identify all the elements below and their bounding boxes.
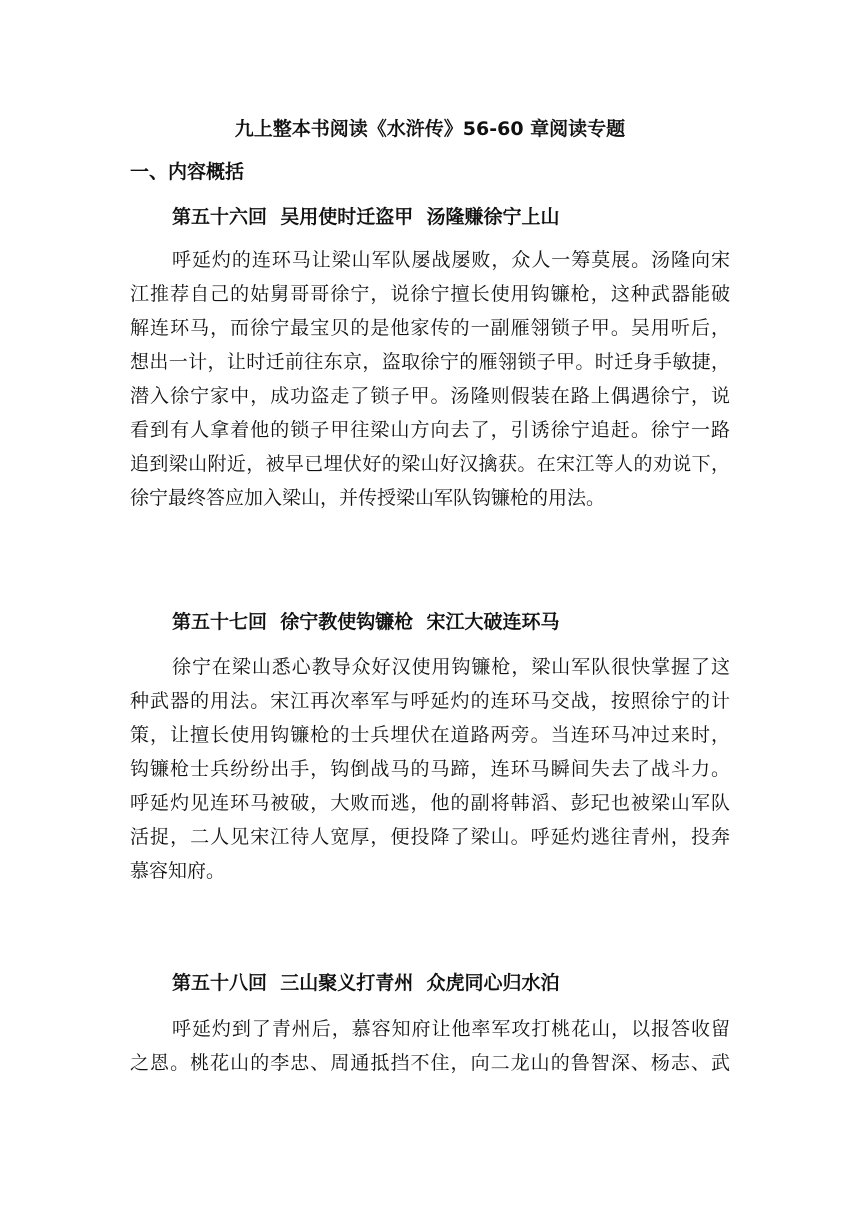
text-line: 呼延灼的连环马让梁山军队屡战屡败，众人一筹莫展。汤隆向宋	[172, 249, 730, 271]
chapter-heading-58: 第五十八回 三山聚义打青州 众虎同心归水泊	[172, 972, 560, 994]
text-line: 活捉，二人见宋江待人宽厚，便投降了梁山。呼延灼逃往青州，投奔	[130, 826, 730, 848]
text-line: 种武器的用法。宋江再次率军与呼延灼的连环马交战，按照徐宁的计	[130, 690, 730, 712]
chapter-58-paragraph	[130, 1012, 730, 1080]
text-line: 追到梁山附近，被早已埋伏好的梁山好汉擒获。在宋江等人的劝说下，	[130, 453, 730, 475]
text-line: 之恩。桃花山的李忠、周通抵挡不住，向二龙山的鲁智深、杨志、武	[130, 1052, 730, 1074]
chapter-heading-57: 第五十七回 徐宁教使钩镰枪 宋江大破连环马	[172, 611, 560, 633]
text-line: 徐宁最终答应加入梁山，并传授梁山军队钩镰枪的用法。	[130, 487, 606, 509]
text-line: 想出一计，让时迁前往东京，盗取徐宁的雁翎锁子甲。时迁身手敏捷，	[130, 351, 730, 373]
chapter-heading-56: 第五十六回 吴用使时迁盗甲 汤隆赚徐宁上山	[172, 206, 560, 228]
text-line: 钩镰枪士兵纷纷出手，钩倒战马的马蹄，连环马瞬间失去了战斗力。	[130, 758, 730, 780]
text-line: 慕容知府。	[130, 860, 226, 882]
document-title: 九上整本书阅读《水浒传》56-60 章阅读专题	[234, 118, 626, 140]
text-line: 呼延灼见连环马被破，大败而逃，他的副将韩滔、彭玘也被梁山军队	[130, 792, 730, 814]
section-heading: 一、内容概括	[130, 161, 245, 183]
text-line: 潜入徐宁家中，成功盗走了锁子甲。汤隆则假装在路上偶遇徐宁，说	[130, 385, 730, 407]
text-line: 解连环马，而徐宁最宝贝的是他家传的一副雁翎锁子甲。吴用听后，	[130, 317, 730, 339]
text-line: 徐宁在梁山悉心教导众好汉使用钩镰枪，梁山军队很快掌握了这	[172, 656, 730, 678]
text-line: 呼延灼到了青州后，慕容知府让他率军攻打桃花山，以报答收留	[172, 1018, 730, 1040]
text-line: 江推荐自己的姑舅哥哥徐宁，说徐宁擅长使用钩镰枪，这种武器能破	[130, 283, 730, 305]
text-line: 策，让擅长使用钩镰枪的士兵埋伏在道路两旁。当连环马冲过来时，	[130, 724, 730, 746]
chapter-56-paragraph	[130, 243, 730, 515]
text-line: 看到有人拿着他的锁子甲往梁山方向去了，引诱徐宁追赶。徐宁一路	[130, 419, 730, 441]
chapter-57-paragraph	[130, 650, 730, 888]
